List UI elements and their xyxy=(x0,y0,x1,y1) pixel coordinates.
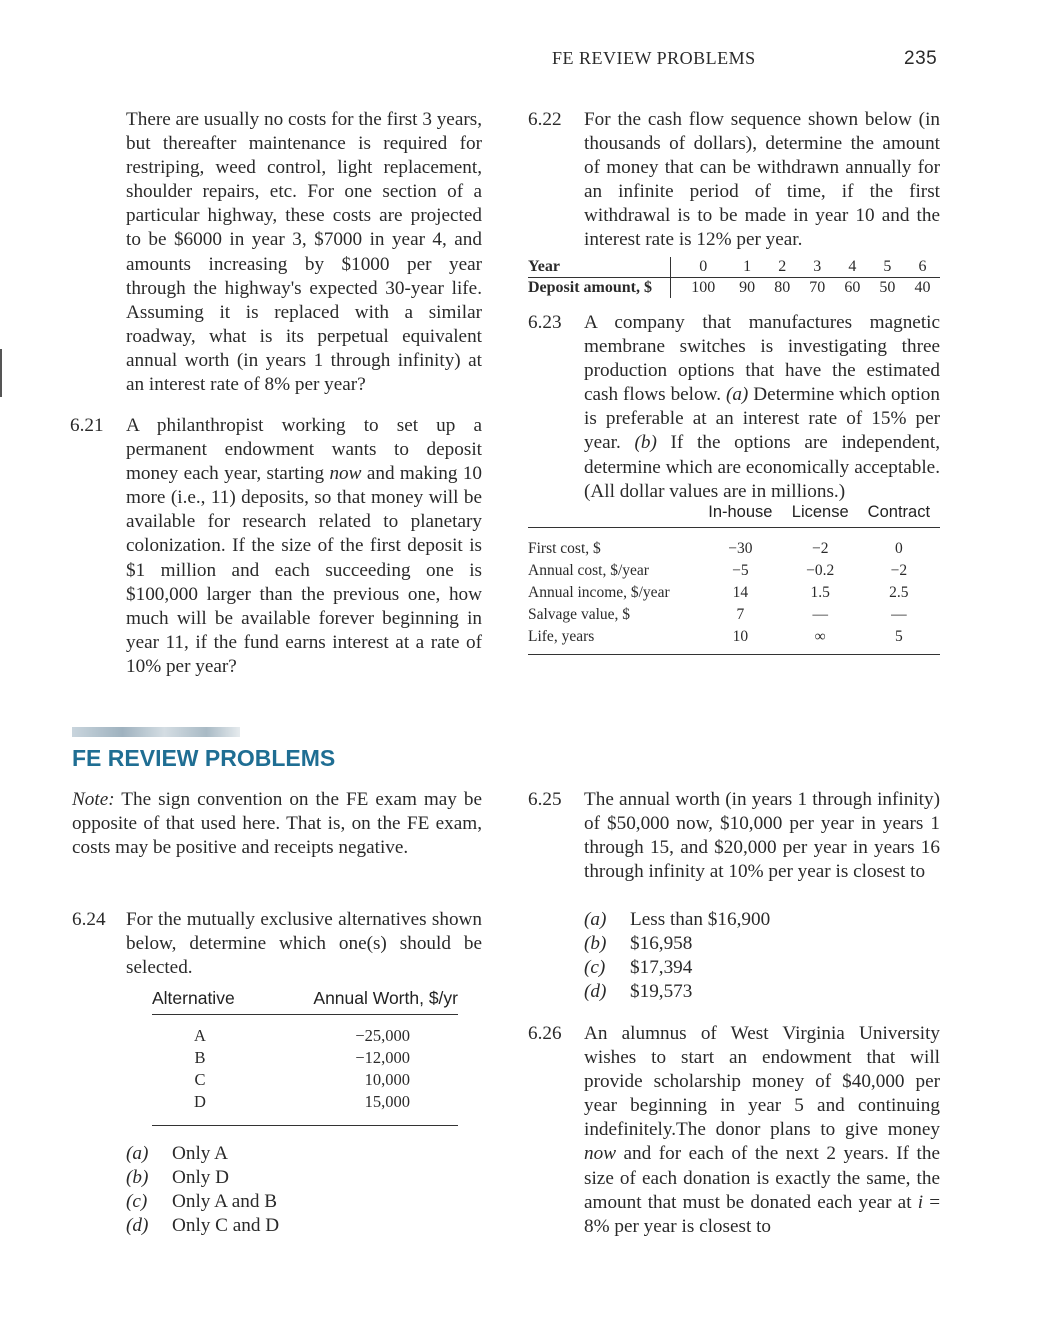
running-header: FE REVIEW PROBLEMS xyxy=(552,48,756,68)
option-key: (c) xyxy=(584,957,606,979)
table-cell: 14 xyxy=(732,584,749,601)
row-label: Life, years xyxy=(528,626,698,655)
problem-6-22-text: For the cash flow sequence shown below (in thousands of dollars), determine the amount of money that can be withdrawn annually for an infinite period of time, if the first withdrawal is to be made in year 10 and the interest rate is 12% per year. xyxy=(584,109,940,251)
table-cell: C xyxy=(194,1070,206,1089)
table-row xyxy=(528,626,940,655)
row-label-deposit: Deposit amount, $ xyxy=(528,279,653,296)
table-row xyxy=(528,582,940,604)
problem-6-26-emphasis: now xyxy=(584,1143,616,1165)
table-cell: −2 xyxy=(890,562,908,579)
table-cell: 1.5 xyxy=(810,584,830,601)
problem-6-23-text-part3: If the options are independent, determine which are economically acceptable. (All dollar values are in millions.) xyxy=(584,432,941,502)
option-text: $19,573 xyxy=(630,981,693,1003)
answer-option xyxy=(126,1166,279,1190)
column-header: Contract xyxy=(858,503,940,528)
row-label: Annual income, $/year xyxy=(528,584,670,601)
row-label: First cost, $ xyxy=(528,540,601,557)
table-cell: ∞ xyxy=(783,626,858,655)
table-cell: −0.2 xyxy=(806,562,835,579)
problem-6-26-text-part1: An alumnus of West Virginia University wishes to start an endowment that will provide scholarship money of $40,000 per year beginning in year 5 and continuing indefinitely.The donor plans to give money xyxy=(584,1023,940,1141)
problem-6-24-options xyxy=(126,1142,279,1238)
table-cell: D xyxy=(152,1091,248,1126)
table-cell: — xyxy=(812,606,828,623)
table-row xyxy=(528,278,940,299)
option-text: Only A and B xyxy=(172,1191,278,1213)
problem-6-23-number: 6.23 xyxy=(528,312,562,333)
table-row xyxy=(528,257,940,278)
problem-6-21-number: 6.21 xyxy=(70,415,104,436)
table-cell: A xyxy=(194,1026,206,1045)
answer-option xyxy=(584,980,770,1004)
problem-6-21-emphasis: now xyxy=(329,463,362,485)
column-header: In-house xyxy=(698,503,783,528)
table-cell: 6 xyxy=(905,257,940,278)
problem-6-23-text-part1: A company that manufactures magnetic membrane switches is investigating three production options that have the estimated cash flows below. xyxy=(584,312,940,406)
table-cell: B xyxy=(194,1048,206,1067)
option-key: (b) xyxy=(584,933,607,955)
alternatives-table xyxy=(152,988,458,1126)
problem-6-20-continued: There are usually no costs for the first 3 years, but thereafter maintenance is required for restriping, weed control, light replacement, shoulder repairs, etc. For one section of a particular highway, these costs are projected to be $6000 in year 3, $7000 in year 4, and amounts increasing by $1000 per year through the highway's expected 30-year life. Assuming it is replaced with a similar roadway, what is its perpetual equivalent annual worth (in years 1 through infinity) at an interest rate of 8% per year? xyxy=(126,109,482,396)
margin-mark xyxy=(0,349,2,397)
table-cell: −5 xyxy=(732,562,749,579)
table-header-blank xyxy=(528,503,698,528)
option-text: $16,958 xyxy=(630,933,693,955)
problem-6-26-text-part2: and for each of the next 2 years. If the size of each donation is exactly the same, the amount that must be donated each year at xyxy=(584,1143,941,1213)
column-header: Annual Worth, $/yr xyxy=(248,988,458,1015)
problem-6-26-text xyxy=(584,1022,940,1239)
table-cell: 50 xyxy=(879,279,896,296)
table-row xyxy=(152,1091,458,1126)
option-text: Only A xyxy=(172,1143,228,1164)
problem-6-22-number: 6.22 xyxy=(528,109,562,130)
option-key: (d) xyxy=(126,1215,149,1237)
table-cell: 10 xyxy=(698,626,783,655)
problem-6-25-options xyxy=(584,908,770,1004)
option-key: (d) xyxy=(584,981,607,1003)
table-cell: −2 xyxy=(811,540,829,557)
option-text: Less than $16,900 xyxy=(630,909,771,930)
table-header-row xyxy=(152,988,458,1015)
table-cell: 80 xyxy=(774,279,791,296)
problem-6-23-text-part2: Determine which option is preferable at an interest rate of 15% per year. xyxy=(584,384,940,454)
table-cell: 7 xyxy=(736,606,745,623)
part-a-label: (a) xyxy=(725,384,749,406)
row-label-year: Year xyxy=(528,257,671,278)
option-key: (a) xyxy=(126,1143,149,1164)
table-cell: 70 xyxy=(809,279,826,296)
page-number: 235 xyxy=(904,48,938,69)
problem-6-26-number: 6.26 xyxy=(528,1023,562,1044)
problem-6-25-text: The annual worth (in years 1 through infinity) of $50,000 now, $10,000 per year in years 1 through 15, and $20,000 per year in years 16 through infinity at 10% per year is closest to xyxy=(584,789,940,883)
answer-option xyxy=(126,1142,279,1166)
option-text: Only D xyxy=(172,1167,230,1189)
answer-option xyxy=(584,932,770,956)
note-text: The sign convention on the FE exam may be opposite of that used here. That is, on the FE exam, costs may be positive and receipts negative. xyxy=(72,789,483,859)
option-text: $17,394 xyxy=(630,957,693,979)
table-cell: 2 xyxy=(765,257,800,278)
table-cell: 0 xyxy=(677,257,730,278)
table-cell: 1 xyxy=(730,257,765,278)
table-row xyxy=(152,1025,458,1047)
part-b-label: (b) xyxy=(634,432,657,454)
note-label: Note: xyxy=(72,789,115,810)
section-title: FE REVIEW PROBLEMS xyxy=(72,745,336,771)
sign-convention-note xyxy=(72,788,482,860)
production-options-table xyxy=(528,503,940,655)
table-cell: −30 xyxy=(728,540,753,557)
answer-option xyxy=(126,1214,279,1238)
table-header-row xyxy=(528,503,940,528)
answer-option xyxy=(126,1190,279,1214)
table-row xyxy=(152,1047,458,1069)
table-cell: 40 xyxy=(914,279,931,296)
table-cell: 100 xyxy=(691,279,716,296)
problem-6-21-text-part2: and making 10 more (i.e., 11) deposits, so that money will be available for research related to planetary colonization. If the size of the first deposit is $1 million and each succeeding one is $100,000 larger than the previous one, how much will be available forever beginning in year 11, if the fund earns interest at a rate of 10% per year? xyxy=(126,463,483,677)
problem-6-26-text-part3: = 8% per year is closest to xyxy=(584,1191,941,1237)
option-key: (a) xyxy=(584,909,607,930)
table-cell: −25,000 xyxy=(355,1026,410,1045)
table-cell: 15,000 xyxy=(248,1091,458,1126)
interest-variable: i xyxy=(917,1191,924,1213)
table-cell: 2.5 xyxy=(889,584,909,601)
column-header: Alternative xyxy=(152,988,248,1015)
problem-6-21-text xyxy=(126,414,482,679)
table-cell: — xyxy=(891,606,907,623)
table-cell: 5 xyxy=(858,626,940,655)
column-header: License xyxy=(783,503,858,528)
problem-6-24-number: 6.24 xyxy=(72,909,106,930)
table-cell: 90 xyxy=(739,279,756,296)
table-spacer xyxy=(528,528,940,539)
table-row xyxy=(528,560,940,582)
table-spacer xyxy=(152,1015,458,1026)
table-row xyxy=(152,1069,458,1091)
table-cell: 0 xyxy=(894,540,903,557)
option-key: (c) xyxy=(126,1191,148,1213)
section-decorative-bar xyxy=(72,727,240,737)
problem-6-21-text-part1: A philanthropist working to set up a permanent endowment wants to deposit money each year, starting xyxy=(126,415,482,485)
table-cell: −12,000 xyxy=(355,1048,410,1067)
table-row xyxy=(528,538,940,560)
option-key: (b) xyxy=(126,1167,149,1189)
table-cell: 60 xyxy=(844,279,861,296)
table-cell: 5 xyxy=(870,257,905,278)
problem-6-24-text: For the mutually exclusive alternatives shown below, determine which one(s) should be selected. xyxy=(126,909,482,979)
cash-flow-table xyxy=(528,257,940,298)
table-cell: 10,000 xyxy=(364,1070,410,1089)
table-cell: 3 xyxy=(800,257,835,278)
row-label: Salvage value, $ xyxy=(528,606,631,623)
answer-option xyxy=(584,908,770,932)
table-cell: 4 xyxy=(835,257,870,278)
answer-option xyxy=(584,956,770,980)
problem-6-25-number: 6.25 xyxy=(528,789,562,810)
problem-6-23-text xyxy=(584,311,940,504)
table-row xyxy=(528,604,940,626)
option-text: Only C and D xyxy=(172,1215,280,1237)
row-label: Annual cost, $/year xyxy=(528,562,649,579)
